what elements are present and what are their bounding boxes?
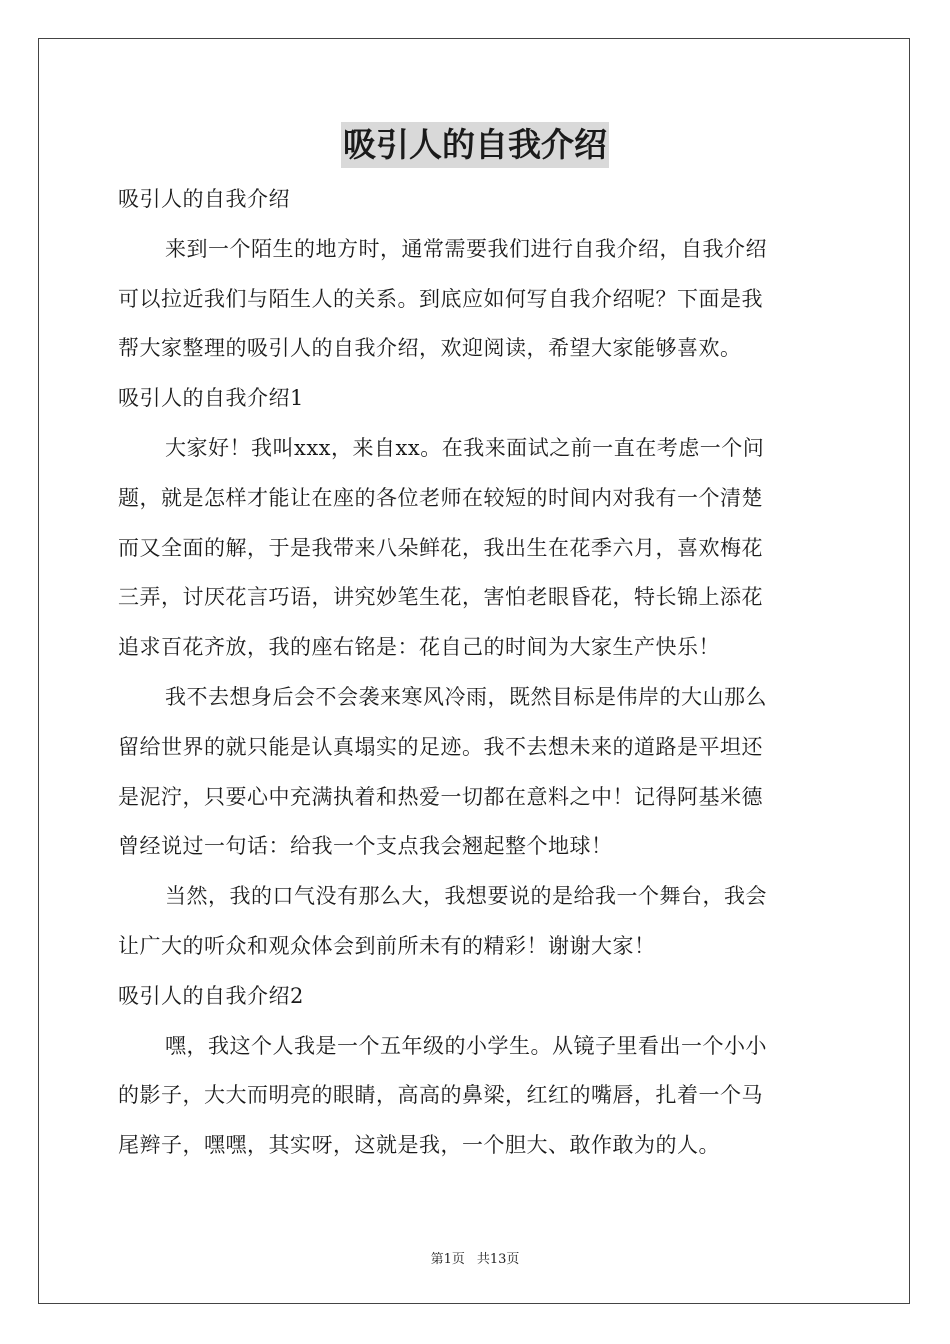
text-line: 吸引人的自我介绍: [118, 187, 290, 211]
page-number: 第1页: [430, 1252, 465, 1267]
text-line: 嘿，我这个人我是一个五年级的小学生。从镜子里看出一个小小: [165, 1033, 767, 1058]
text-line: 我不去想身后会不会袭来寒风冷雨，既然目标是伟岸的大山那么: [165, 684, 767, 709]
text-line: 来到一个陌生的地方时，通常需要我们进行自我介绍，自我介绍: [165, 236, 767, 261]
document-body: [118, 175, 834, 1171]
text-line: 三弄，讨厌花言巧语，讲究妙笔生花，害怕老眼昏花，特长锦上添花: [118, 585, 763, 610]
text-line: 吸引人的自我介绍2: [118, 983, 304, 1008]
document-title: 吸引人的自我介绍: [341, 122, 609, 168]
text-line: 让广大的听众和观众体会到前所未有的精彩！谢谢大家！: [118, 933, 656, 958]
text-line: 留给世界的就只能是认真塌实的足迹。我不去想未来的道路是平坦还: [118, 734, 763, 759]
text-line: 帮大家整理的吸引人的自我介绍，欢迎阅读，希望大家能够喜欢。: [118, 336, 742, 361]
text-line: 是泥泞，只要心中充满执着和热爱一切都在意料之中！记得阿基米德: [118, 784, 763, 809]
page-footer: [0, 1248, 950, 1267]
text-line: 的影子，大大而明亮的眼睛，高高的鼻梁，红红的嘴唇，扎着一个马: [118, 1083, 763, 1108]
text-line: 题，就是怎样才能让在座的各位老师在较短的时间内对我有一个清楚: [118, 485, 763, 510]
text-line: 尾辫子，嘿嘿，其实呀，这就是我，一个胆大、敢作敢为的人。: [118, 1133, 720, 1158]
text-line: 曾经说过一句话：给我一个支点我会翘起整个地球！: [118, 834, 613, 859]
text-line: 大家好！我叫xxx，来自xx。在我来面试之前一直在考虑一个问: [165, 435, 765, 460]
title-container: [0, 122, 950, 168]
text-line: 追求百花齐放，我的座右铭是：花自己的时间为大家生产快乐！: [118, 635, 720, 660]
text-line: 而又全面的解，于是我带来八朵鲜花，我出生在花季六月，喜欢梅花: [118, 535, 763, 560]
text-line: 吸引人的自我介绍1: [118, 386, 304, 411]
text-line: 可以拉近我们与陌生人的关系。到底应如何写自我介绍呢？下面是我: [118, 286, 763, 311]
text-line: 当然，我的口气没有那么大，我想要说的是给我一个舞台，我会: [165, 884, 767, 909]
page-total: 共13页: [476, 1252, 520, 1267]
